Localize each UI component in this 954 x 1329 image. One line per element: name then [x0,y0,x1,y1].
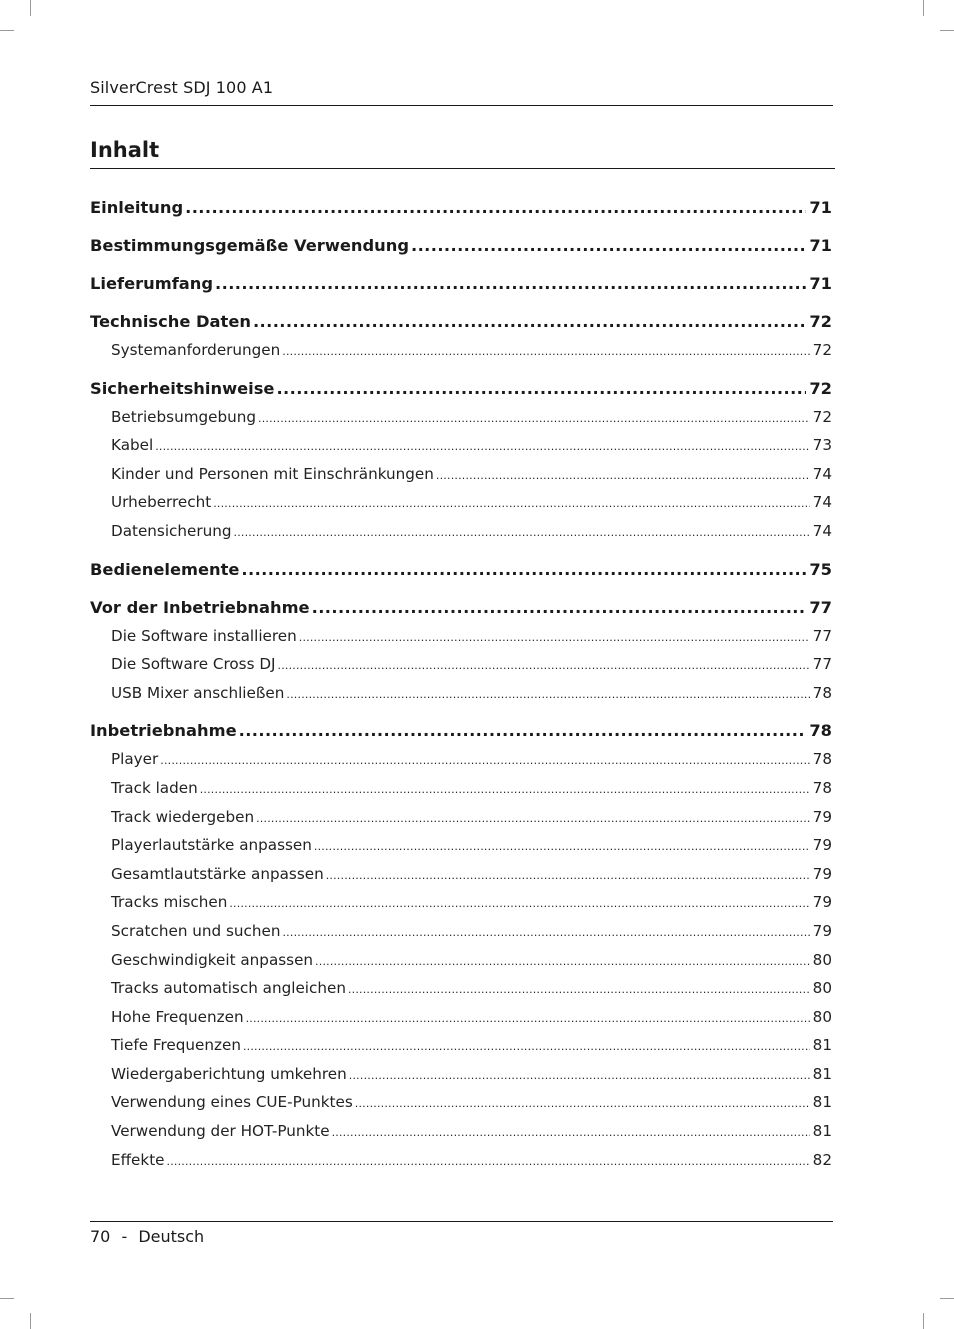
dot-leader [315,948,810,975]
dot-leader [253,307,806,336]
dot-leader [326,862,810,889]
dot-leader [282,919,809,946]
page-footer [90,1227,204,1246]
dot-leader [276,374,806,403]
toc-section-entry[interactable] [90,307,832,336]
dot-leader [160,747,809,774]
crop-mark-bottom-left-h [0,1298,14,1299]
toc-subsection-entry[interactable] [90,888,832,917]
toc-entry-label: Track laden [111,778,198,797]
dot-leader [312,593,807,622]
toc-entry-label: Track wiedergeben [111,807,255,826]
toc-entry-page-number: 74 [812,464,832,483]
toc-entry-label: Die Software installieren [111,626,297,645]
footer-separator: - [121,1227,128,1246]
toc-entry-page-number: 81 [812,1064,832,1083]
toc-entry-label: Sicherheitshinweise [90,378,275,398]
toc-subsection-entry[interactable] [90,1031,832,1060]
toc-subsection-entry[interactable] [90,974,832,1003]
toc-entry-page-number: 79 [812,893,832,912]
toc-entry-page-number: 73 [812,436,832,455]
dot-leader [411,231,806,260]
toc-entry-label: Kinder und Personen mit Einschränkungen [111,464,434,483]
toc-entry-label: Einleitung [90,198,184,217]
toc-entry-page-number: 72 [812,341,832,359]
toc-entry-page-number: 80 [812,1007,832,1026]
toc-entry-page-number: 72 [812,407,832,426]
toc-entry-page-number: 72 [809,312,832,331]
toc-subsection-entry[interactable] [90,745,832,774]
toc-subsection-entry[interactable] [90,803,832,832]
toc-entry-page-number: 79 [812,836,832,855]
toc-entry-label: Bedienelemente [90,559,240,579]
toc-entry-page-number: 78 [812,778,832,797]
footer-language: Deutsch [138,1227,205,1246]
dot-leader [436,462,810,489]
toc-entry-label: Player [111,750,159,769]
toc-entry-page-number: 71 [809,236,832,255]
toc-entry-label: Gesamtlautstärke anpassen [111,864,324,883]
toc-subsection-entry[interactable] [90,1003,832,1032]
toc-entry-label: Tiefe Frequenzen [111,1036,241,1055]
header-rule [90,105,833,106]
crop-mark-top-right-h [940,30,954,31]
toc-entry-page-number: 80 [812,979,832,998]
toc-entry-label: Die Software Cross DJ [111,655,276,674]
toc-subsection-entry[interactable] [90,774,832,803]
toc-entry-label: Datensicherung [111,521,232,540]
toc-entry-label: Scratchen und suchen [111,921,281,940]
toc-entry-label: USB Mixer anschließen [111,683,285,702]
toc-section-entry[interactable] [90,269,832,298]
toc-entry-label: Verwendung der HOT-Punkte [111,1122,330,1141]
footer-rule [90,1221,833,1222]
toc-entry-label: Effekte [111,1150,165,1169]
toc-section-entry[interactable] [90,193,832,222]
dot-leader [256,805,810,832]
toc-subsection-entry[interactable] [90,860,832,889]
dot-leader [155,433,809,460]
toc-entry-page-number: 80 [812,950,832,969]
dot-leader [314,833,810,860]
dot-leader [299,624,810,651]
toc-entry-page-number: 77 [812,655,832,674]
title-rule [90,168,835,169]
toc-entry-page-number: 72 [809,378,832,398]
table-of-contents [90,193,832,1174]
dot-leader [239,716,807,745]
toc-subsection-entry[interactable] [90,1117,832,1146]
dot-leader [332,1119,810,1146]
toc-entry-label: Hohe Frequenzen [111,1007,244,1026]
toc-entry-label: Tracks automatisch angleichen [111,979,346,998]
dot-leader [229,890,809,917]
toc-entry-label: Technische Daten [90,312,251,331]
page-title: Inhalt [90,138,160,162]
toc-entry-page-number: 75 [809,559,832,579]
toc-entry-label: Inbetriebnahme [90,721,237,741]
toc-subsection-entry[interactable] [90,517,832,546]
crop-mark-bottom-right [923,1313,924,1329]
toc-entry-label: Tracks mischen [111,893,228,912]
toc-subsection-entry[interactable] [90,679,832,708]
dot-leader [234,519,810,546]
toc-entry-label: Vor der Inbetriebnahme [90,597,310,617]
dot-leader [282,338,809,365]
toc-section-entry[interactable] [90,555,832,584]
dot-leader [355,1090,810,1117]
dot-leader [286,681,809,708]
crop-mark-top-right [923,0,924,16]
toc-subsection-entry[interactable] [90,403,832,432]
dot-leader [185,193,806,222]
dot-leader [200,776,810,803]
toc-entry-page-number: 78 [812,750,832,769]
toc-subsection-entry[interactable] [90,622,832,651]
toc-entry-page-number: 74 [812,493,832,512]
toc-subsection-entry[interactable] [90,460,832,489]
footer-page-number: 70 [90,1227,111,1246]
toc-entry-page-number: 74 [812,521,832,540]
toc-entry-page-number: 71 [809,274,832,293]
toc-entry-label: Lieferumfang [90,274,214,293]
crop-mark-bottom-right-h [940,1298,954,1299]
toc-subsection-entry[interactable] [90,917,832,946]
toc-entry-label: Wiedergaberichtung umkehren [111,1064,347,1083]
toc-entry-label: Playerlautstärke anpassen [111,836,312,855]
toc-entry-page-number: 81 [812,1036,832,1055]
dot-leader [167,1148,810,1175]
dot-leader [215,269,806,298]
toc-entry-label: Betriebsumgebung [111,407,257,426]
toc-entry-page-number: 82 [812,1150,832,1169]
toc-entry-label: Geschwindigkeit anpassen [111,950,314,969]
crop-mark-top-left [30,0,31,16]
toc-entry-label: Bestimmungsgemäße Verwendung [90,236,409,255]
crop-mark-top-left-h [0,30,14,31]
toc-subsection-entry[interactable] [90,1146,832,1175]
toc-entry-page-number: 79 [812,921,832,940]
toc-subsection-entry[interactable] [90,431,832,460]
toc-entry-page-number: 78 [812,683,832,702]
toc-entry-page-number: 78 [809,721,832,741]
dot-leader [348,976,810,1003]
toc-entry-label: Kabel [111,436,154,455]
dot-leader [241,555,806,584]
toc-subsection-entry[interactable] [90,1060,832,1089]
toc-section-entry[interactable] [90,716,832,745]
toc-subsection-entry[interactable] [90,336,832,365]
toc-subsection-entry[interactable] [90,650,832,679]
dot-leader [258,405,810,432]
toc-subsection-entry[interactable] [90,946,832,975]
dot-leader [278,652,810,679]
dot-leader [349,1062,810,1089]
toc-section-entry[interactable] [90,374,832,403]
toc-section-entry[interactable] [90,231,832,260]
toc-entry-page-number: 81 [812,1093,832,1112]
toc-entry-page-number: 77 [812,626,832,645]
crop-mark-bottom-left [30,1313,31,1329]
toc-entry-label: Urheberrecht [111,493,212,512]
toc-section-entry[interactable] [90,593,832,622]
toc-subsection-entry[interactable] [90,1088,832,1117]
running-header: SilverCrest SDJ 100 A1 [90,78,274,97]
toc-entry-page-number: 77 [809,597,832,617]
toc-subsection-entry[interactable] [90,488,832,517]
toc-entry-page-number: 79 [812,807,832,826]
toc-entry-page-number: 79 [812,864,832,883]
dot-leader [243,1033,810,1060]
toc-subsection-entry[interactable] [90,831,832,860]
toc-entry-label: Verwendung eines CUE-Punktes [111,1093,353,1112]
toc-entry-page-number: 71 [809,198,832,217]
toc-entry-page-number: 81 [812,1122,832,1141]
dot-leader [246,1005,810,1032]
toc-entry-label: Systemanforderungen [111,341,281,359]
dot-leader [213,490,809,517]
